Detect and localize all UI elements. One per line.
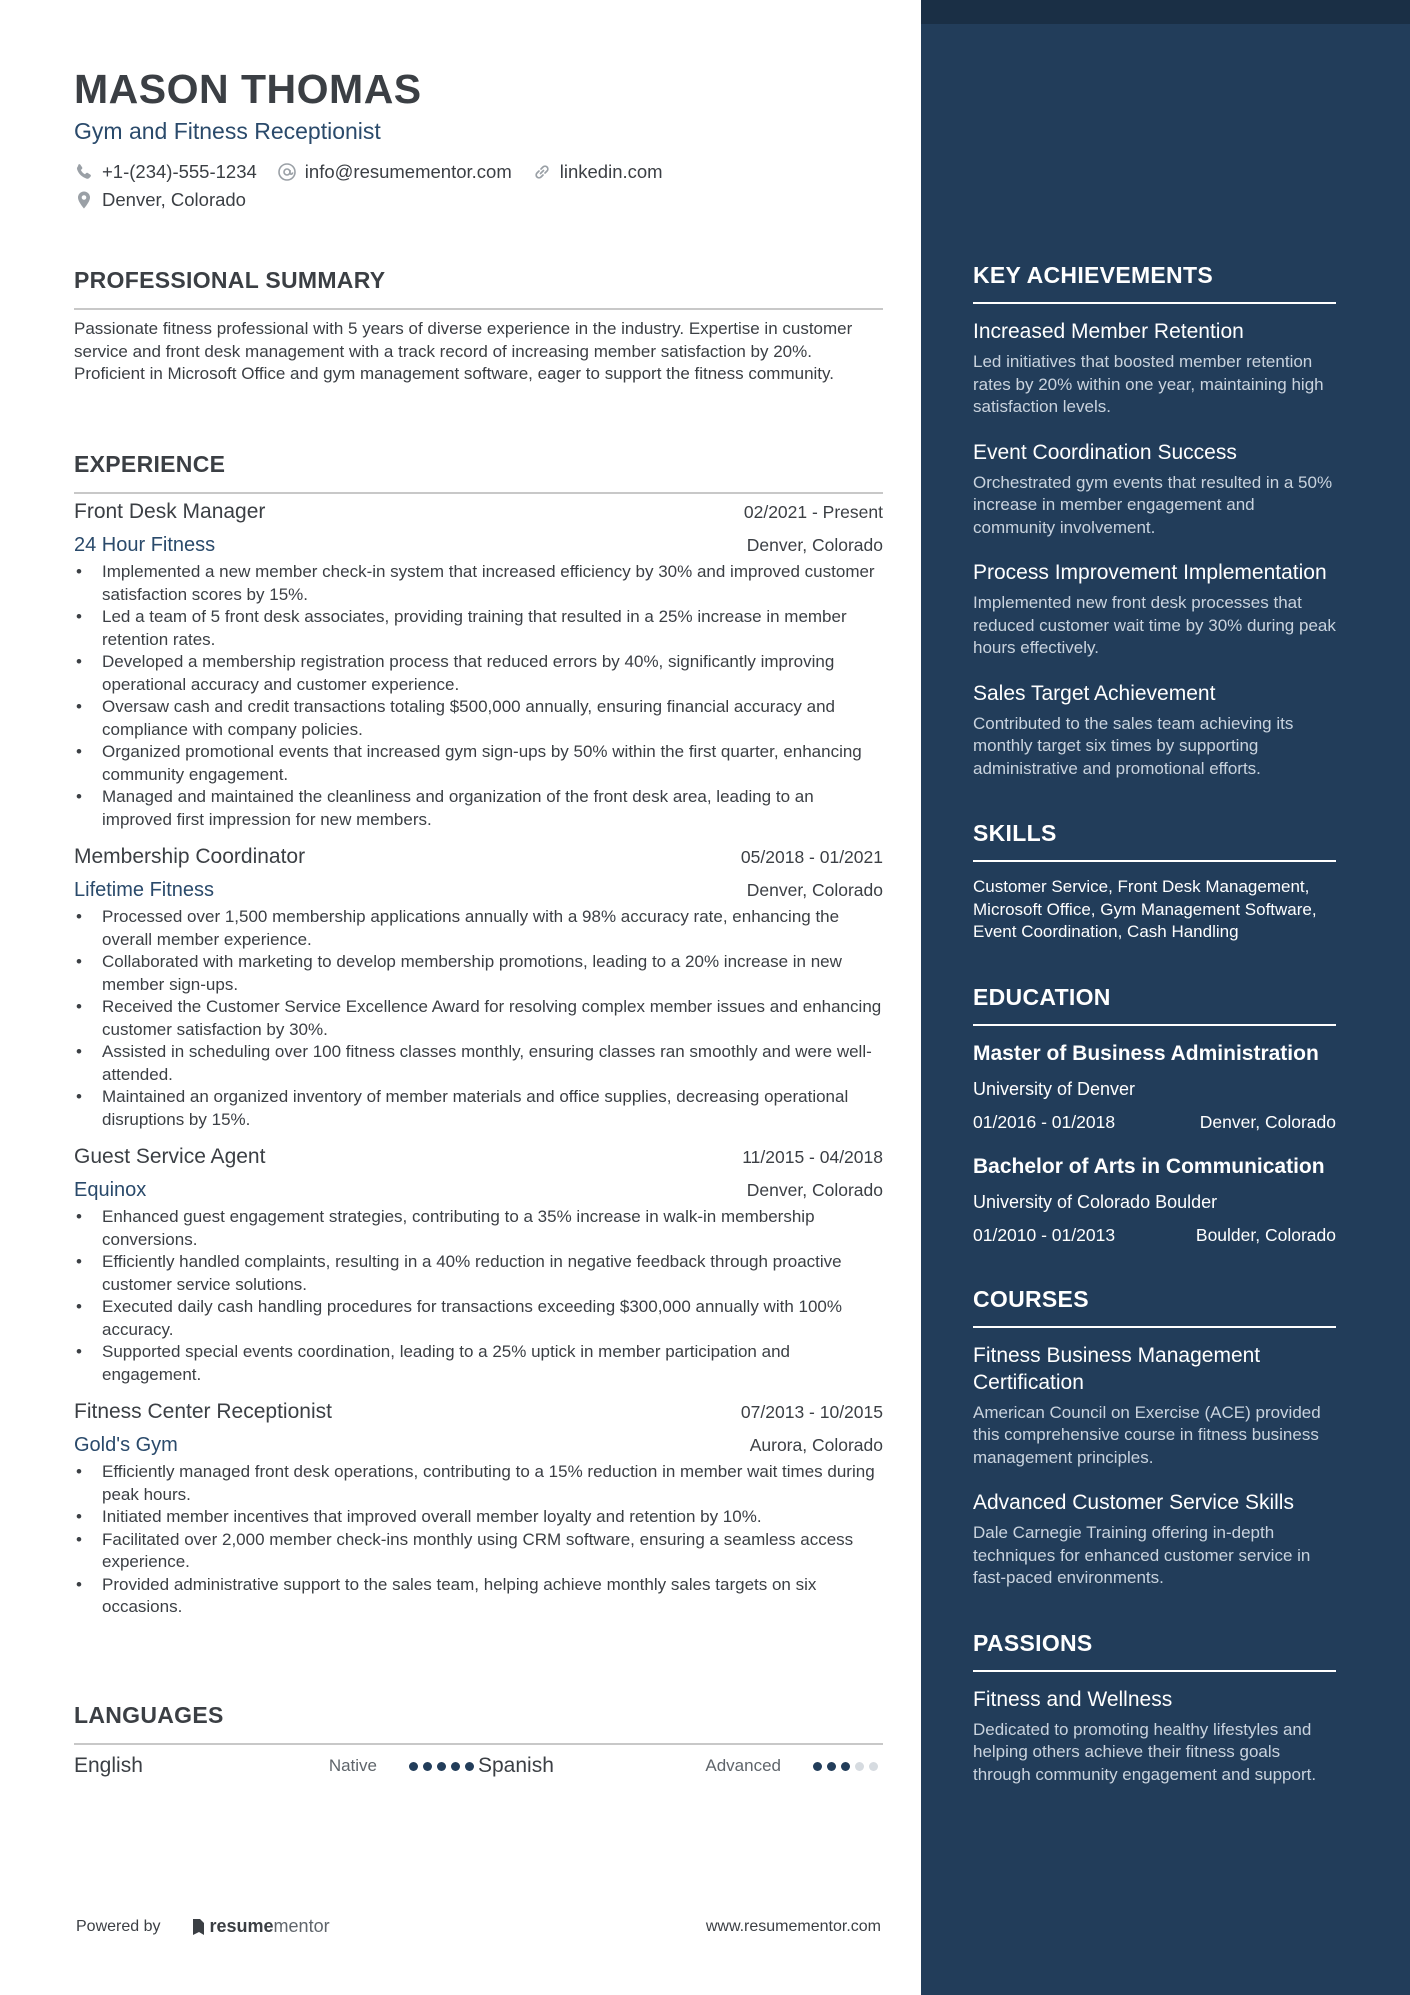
achievement-item: [973, 439, 1336, 540]
education-location: Denver, Colorado: [1199, 1111, 1336, 1132]
rating-dot-filled: [827, 1762, 836, 1771]
language-item: [74, 1754, 478, 1778]
sidebar-content: [973, 262, 1336, 1826]
link-icon: [532, 162, 552, 182]
job-dates: 05/2018 - 01/2021: [740, 847, 883, 867]
rating-dot-empty: [869, 1762, 878, 1771]
bullet-item: • Processed over 1,500 membership applications annually with a 98% accuracy rate, enhancing the overall member experience.: [74, 906, 883, 951]
achievement-item: [973, 318, 1336, 419]
location-row: [74, 189, 266, 211]
language-level: Advanced: [705, 1756, 781, 1775]
courses-section: [973, 1286, 1336, 1590]
at-sign-icon: [277, 162, 297, 182]
education-section: [973, 984, 1336, 1246]
achievement-title: Process Improvement Implementation: [973, 561, 1327, 584]
sidebar-top-bar: [921, 0, 1410, 24]
passions-section: [973, 1630, 1336, 1787]
languages-list: [74, 1754, 883, 1778]
bullet-item: • Developed a membership registration process that reduced errors by 40%, significantly improving operational accuracy and customer experience.: [74, 651, 883, 696]
bullet-item: • Executed daily cash handling procedures for transactions exceeding $300,000 annually with 100% accuracy.: [74, 1296, 883, 1341]
bullet-item: • Received the Customer Service Excellence Award for resolving complex member issues and enhancing customer satisfaction by 30%.: [74, 996, 883, 1041]
bullet-item: • Efficiently handled complaints, resulting in a 40% reduction in negative feedback through proactive customer service solutions.: [74, 1251, 883, 1296]
languages-heading: LANGUAGES: [74, 1702, 883, 1745]
resumementor-logo[interactable]: [191, 1916, 330, 1937]
experience-heading: EXPERIENCE: [74, 451, 883, 494]
job-dates: 02/2021 - Present: [743, 502, 883, 522]
bullet-item: • Maintained an organized inventory of member materials and office supplies, decreasing operational disruptions by 15%.: [74, 1086, 883, 1131]
achievement-desc: Orchestrated gym events that resulted in a 50% increase in member engagement and community involvement.: [973, 472, 1333, 537]
rating-dot-filled: [423, 1762, 432, 1771]
achievement-title: Sales Target Achievement: [973, 681, 1216, 705]
candidate-name: MASON THOMAS: [74, 66, 422, 112]
map-pin-icon: [74, 190, 94, 210]
rating-dot-filled: [813, 1762, 822, 1771]
bullet-item: • Supported special events coordination, leading to a 25% uptick in member participation and engagement.: [74, 1341, 883, 1386]
contact-linkedin[interactable]: [532, 161, 663, 183]
rating-dot-filled: [465, 1762, 474, 1771]
job-bullets: [74, 1461, 883, 1619]
job-dates: 11/2015 - 04/2018: [742, 1147, 883, 1167]
summary-heading: PROFESSIONAL SUMMARY: [74, 267, 883, 310]
education-location: Boulder, Colorado: [1195, 1224, 1336, 1245]
logo-text-resume: resume: [209, 1916, 274, 1936]
job-location: Aurora, Colorado: [749, 1435, 883, 1455]
courses-heading: COURSES: [973, 1286, 1336, 1328]
job-location: Denver, Colorado: [746, 535, 883, 555]
bullet-item: • Initiated member incentives that improved overall member loyalty and retention by 10%.: [74, 1506, 883, 1529]
job-bullets: [74, 1206, 883, 1386]
rating-dot-filled: [451, 1762, 460, 1771]
location-text: Denver, Colorado: [102, 189, 246, 210]
achievements-heading: KEY ACHIEVEMENTS: [973, 262, 1336, 304]
email-text: info@resumementor.com: [304, 161, 512, 182]
achievements-section: [973, 262, 1336, 780]
bullet-item: • Organized promotional events that increased gym sign-ups by 50% within the first quarter, enhancing community engagement.: [74, 741, 883, 786]
passion-item: [973, 1686, 1336, 1787]
website-link[interactable]: www.resumementor.com: [705, 1917, 881, 1935]
logo-mark-icon: [191, 1918, 205, 1936]
course-item: [973, 1342, 1336, 1470]
job-location: Denver, Colorado: [746, 880, 883, 900]
job-company: Lifetime Fitness: [74, 879, 215, 901]
job-entry: [74, 500, 883, 831]
education-heading: EDUCATION: [973, 984, 1336, 1026]
language-item: [478, 1754, 882, 1778]
achievement-title: Increased Member Retention: [973, 320, 1244, 343]
language-level: Native: [328, 1756, 377, 1775]
job-company: Equinox: [74, 1179, 147, 1201]
contact-location: [74, 189, 246, 211]
education-item: [973, 1153, 1336, 1246]
achievement-desc: Contributed to the sales team achieving its monthly target six times by supporting administrative and promotional efforts.: [973, 713, 1294, 778]
job-title: Front Desk Manager: [74, 500, 266, 523]
job-entry: [74, 1145, 883, 1386]
job-title: Membership Coordinator: [74, 845, 306, 868]
bullet-item: • Efficiently managed front desk operations, contributing to a 15% reduction in member wait times during peak hours.: [74, 1461, 883, 1506]
language-rating: [409, 1762, 474, 1771]
job-bullets: [74, 561, 883, 831]
course-desc: Dale Carnegie Training offering in-depth techniques for enhanced customer service in fast-paced environments.: [973, 1523, 1311, 1587]
skills-heading: SKILLS: [973, 820, 1336, 862]
language-name: English: [74, 1754, 143, 1777]
job-title: Guest Service Agent: [74, 1145, 266, 1168]
education-dates: 01/2010 - 01/2013: [973, 1224, 1116, 1245]
education-item: [973, 1040, 1336, 1133]
linkedin-text: linkedin.com: [559, 161, 663, 182]
summary-text: Passionate fitness professional with 5 years of diverse experience in the industry. Expertise in customer service and front desk management with a track record of increasing member satisfaction by 20%. Proficient in Microsoft Office and gym management software, eager to support the fitness community.: [74, 319, 853, 383]
rating-dot-empty: [855, 1762, 864, 1771]
bullet-item: • Enhanced guest engagement strategies, contributing to a 35% increase in walk-in membership conversions.: [74, 1206, 883, 1251]
job-entry: [74, 1400, 883, 1619]
passion-title: Fitness and Wellness: [973, 1687, 1173, 1711]
education-school: University of Colorado Boulder: [973, 1191, 1218, 1212]
experience-list: [74, 500, 883, 1633]
sidebar: [921, 0, 1410, 1995]
bullet-item: • Collaborated with marketing to develop membership promotions, leading to a 20% increase in new member sign-ups.: [74, 951, 883, 996]
bullet-item: • Managed and maintained the cleanliness and organization of the front desk area, leading to an improved first impression for new members.: [74, 786, 883, 831]
bullet-item: • Facilitated over 2,000 member check-ins monthly using CRM software, ensuring a seamless access experience.: [74, 1529, 883, 1574]
phone-text: +1-(234)-555-1234: [102, 161, 257, 182]
education-dates: 01/2016 - 01/2018: [973, 1111, 1116, 1132]
course-item: [973, 1489, 1336, 1590]
bullet-item: • Provided administrative support to the sales team, helping achieve monthly sales targets on six occasions.: [74, 1574, 883, 1619]
job-company: Gold's Gym: [74, 1434, 178, 1456]
course-title: Fitness Business Management Certification: [973, 1343, 1261, 1394]
job-company: 24 Hour Fitness: [74, 534, 216, 556]
skills-section: [973, 820, 1336, 944]
education-degree: Bachelor of Arts in Communication: [973, 1154, 1325, 1178]
job-dates: 07/2013 - 10/2015: [740, 1402, 883, 1422]
powered-by-label: Powered by: [76, 1917, 161, 1935]
course-desc: American Council on Exercise (ACE) provided this comprehensive course in fitness business management principles.: [973, 1402, 1321, 1467]
skills-list: Customer Service, Front Desk Management, Microsoft Office, Gym Management Software, Event Coordination, Cash Handling: [973, 877, 1317, 941]
achievement-desc: Led initiatives that boosted member retention rates by 20% within one year, maintaining high satisfaction levels.: [973, 352, 1324, 416]
job-bullets: [74, 906, 883, 1131]
rating-dot-filled: [437, 1762, 446, 1771]
language-rating: [813, 1762, 878, 1771]
job-location: Denver, Colorado: [746, 1180, 883, 1200]
bullet-item: • Oversaw cash and credit transactions totaling $500,000 annually, ensuring financial accuracy and compliance with company policies.: [74, 696, 883, 741]
achievement-desc: Implemented new front desk processes that reduced customer wait time by 30% during peak hours effectively.: [973, 593, 1336, 657]
candidate-role: Gym and Fitness Receptionist: [74, 118, 381, 144]
achievement-title: Event Coordination Success: [973, 440, 1237, 464]
contact-row: [74, 161, 683, 183]
rating-dot-filled: [841, 1762, 850, 1771]
passions-heading: PASSIONS: [973, 1630, 1336, 1672]
contact-phone[interactable]: [74, 161, 257, 183]
bullet-item: • Led a team of 5 front desk associates, providing training that resulted in a 25% increase in member retention rates.: [74, 606, 883, 651]
passion-desc: Dedicated to promoting healthy lifestyles and helping others achieve their fitness goals through community engagement and support.: [973, 1719, 1317, 1784]
rating-dot-filled: [409, 1762, 418, 1771]
education-degree: Master of Business Administration: [973, 1041, 1319, 1065]
job-title: Fitness Center Receptionist: [74, 1400, 332, 1423]
language-name: Spanish: [478, 1754, 554, 1777]
job-entry: [74, 845, 883, 1131]
achievement-item: [973, 559, 1336, 660]
course-title: Advanced Customer Service Skills: [973, 1491, 1294, 1514]
education-school: University of Denver: [973, 1078, 1136, 1099]
achievement-item: [973, 680, 1336, 781]
logo-text-mentor: mentor: [273, 1916, 330, 1936]
footer: [76, 1916, 881, 1937]
bullet-item: • Assisted in scheduling over 100 fitness classes monthly, ensuring classes ran smoothly and were well-attended.: [74, 1041, 883, 1086]
bullet-item: • Implemented a new member check-in system that increased efficiency by 30% and improved customer satisfaction scores by 15%.: [74, 561, 883, 606]
contact-email[interactable]: [277, 161, 512, 183]
phone-icon: [74, 162, 94, 182]
